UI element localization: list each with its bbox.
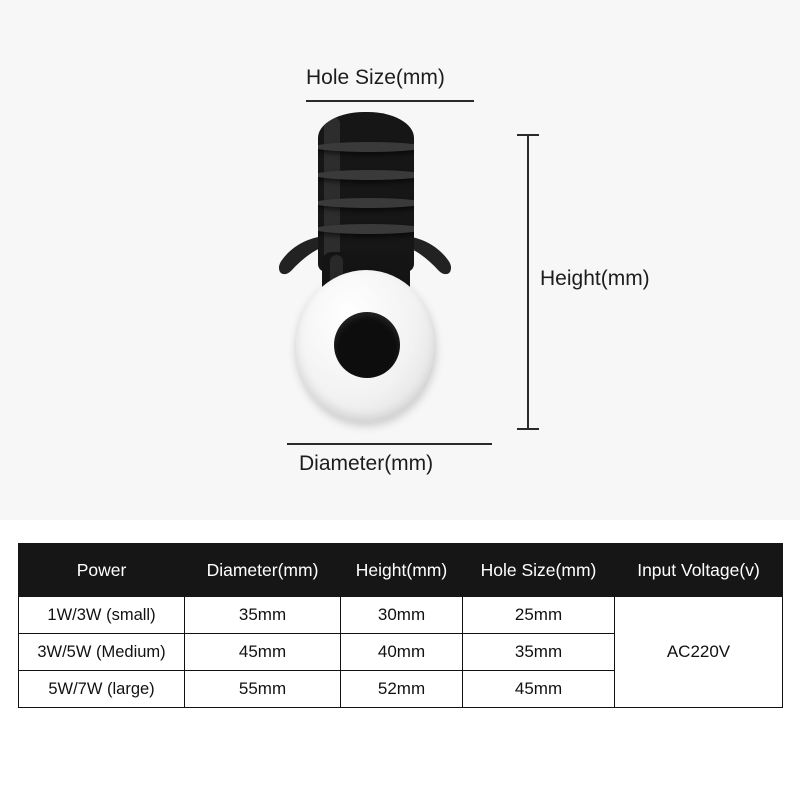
diameter-leader-line (287, 443, 492, 445)
height-dimension-line (527, 134, 529, 429)
heatsink-rib (318, 170, 414, 180)
header-height: Height(mm) (341, 544, 463, 597)
spec-table-wrapper (18, 543, 782, 708)
lens-aperture (334, 312, 400, 378)
hole-size-label: Hole Size(mm) (306, 66, 445, 89)
table-row (19, 597, 783, 634)
cell-hole-size: 35mm (463, 634, 615, 671)
cell-power: 1W/3W (small) (19, 597, 185, 634)
cell-diameter: 35mm (185, 597, 341, 634)
diameter-label: Diameter(mm) (299, 452, 434, 475)
heatsink-rib (318, 224, 414, 234)
cell-power: 3W/5W (Medium) (19, 634, 185, 671)
cell-height: 52mm (341, 671, 463, 708)
heatsink-rib (318, 198, 414, 208)
hole-size-leader-line (306, 100, 474, 102)
header-hole-size: Hole Size(mm) (463, 544, 615, 597)
heatsink-body (318, 112, 414, 272)
height-bottom-tick (517, 428, 539, 430)
cell-power: 5W/7W (large) (19, 671, 185, 708)
header-input-voltage: Input Voltage(v) (615, 544, 783, 597)
spec-table (18, 543, 783, 708)
cell-input-voltage: AC220V (615, 597, 783, 708)
height-top-tick (517, 134, 539, 136)
header-power: Power (19, 544, 185, 597)
cell-diameter: 55mm (185, 671, 341, 708)
header-diameter: Diameter(mm) (185, 544, 341, 597)
cell-height: 30mm (341, 597, 463, 634)
cell-height: 40mm (341, 634, 463, 671)
cell-diameter: 45mm (185, 634, 341, 671)
heatsink-rib (318, 142, 414, 152)
table-header-row (19, 544, 783, 597)
height-label: Height(mm) (540, 267, 650, 290)
cell-hole-size: 25mm (463, 597, 615, 634)
trim-ring (296, 270, 436, 422)
cell-hole-size: 45mm (463, 671, 615, 708)
spotlight-illustration (268, 112, 516, 427)
